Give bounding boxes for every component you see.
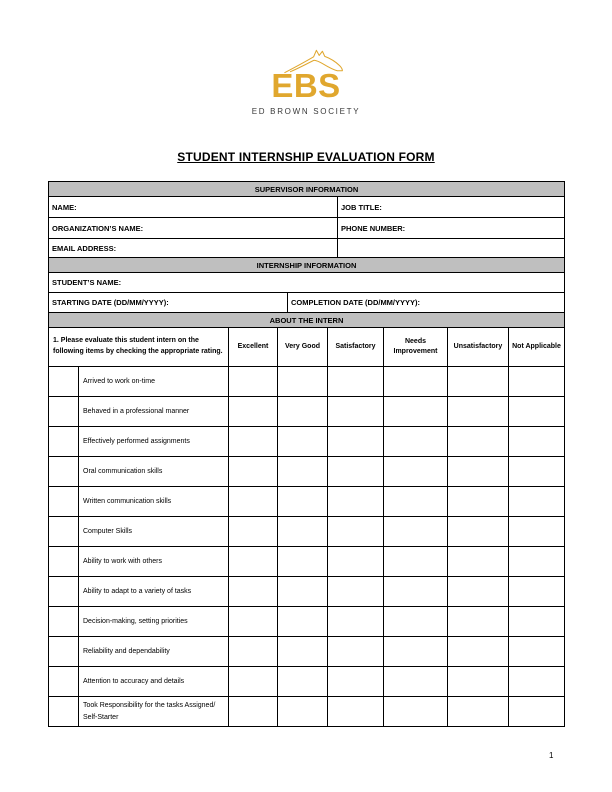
rating-cell[interactable] xyxy=(278,397,328,427)
rating-cell[interactable] xyxy=(229,667,278,697)
rating-cell[interactable] xyxy=(509,577,565,607)
job-title-field-cell[interactable]: JOB TITLE: xyxy=(338,197,565,218)
table-row xyxy=(49,273,565,293)
rating-cell[interactable] xyxy=(328,397,384,427)
table-row xyxy=(49,258,565,273)
rating-cell[interactable] xyxy=(448,697,509,727)
rating-cell[interactable] xyxy=(328,457,384,487)
item-index-cell xyxy=(49,487,79,517)
phone-field-cell[interactable]: PHONE NUMBER: xyxy=(338,218,565,239)
item-label-cell: Ability to adapt to a variety of tasks xyxy=(79,577,229,607)
table-row xyxy=(49,487,565,517)
rating-cell[interactable] xyxy=(328,667,384,697)
page-number: 1 xyxy=(549,751,554,760)
supervisor-info-table xyxy=(48,181,565,258)
item-index-cell xyxy=(49,637,79,667)
item-label-cell: Attention to accuracy and details xyxy=(79,667,229,697)
item-label-cell: Effectively performed assignments xyxy=(79,427,229,457)
evaluation-form xyxy=(48,181,564,727)
table-row xyxy=(49,313,565,328)
horse-icon xyxy=(284,48,346,74)
rating-cell[interactable] xyxy=(509,697,565,727)
rating-column-header-excellent: Excellent xyxy=(229,328,278,367)
rating-cell[interactable] xyxy=(448,667,509,697)
rating-cell[interactable] xyxy=(384,397,448,427)
rating-column-header-satisfactory: Satisfactory xyxy=(328,328,384,367)
rating-cell[interactable] xyxy=(328,367,384,397)
email-field-cell[interactable]: EMAIL ADDRESS: xyxy=(49,239,338,258)
item-label-cell: Behaved in a professional manner xyxy=(79,397,229,427)
rating-cell[interactable] xyxy=(384,517,448,547)
item-index-cell xyxy=(49,367,79,397)
rating-cell[interactable] xyxy=(328,427,384,457)
rating-cell[interactable] xyxy=(448,457,509,487)
item-label-cell: Ability to work with others xyxy=(79,547,229,577)
item-label-cell: Computer Skills xyxy=(79,517,229,547)
rating-cell[interactable] xyxy=(509,397,565,427)
rating-cell[interactable] xyxy=(509,607,565,637)
rating-cell[interactable] xyxy=(384,547,448,577)
item-index-cell xyxy=(49,577,79,607)
item-label-cell: Decision-making, setting priorities xyxy=(79,607,229,637)
rating-cell[interactable] xyxy=(448,577,509,607)
evaluation-question-cell: 1. Please evaluate this student intern on the following items by checking the appropriate rating. xyxy=(49,328,229,367)
rating-cell[interactable] xyxy=(278,577,328,607)
rating-cell[interactable] xyxy=(448,607,509,637)
rating-cell[interactable] xyxy=(278,457,328,487)
item-label-cell: Took Responsibility for the tasks Assigned/ Self-Starter xyxy=(79,697,229,727)
item-index-cell xyxy=(49,667,79,697)
rating-cell[interactable] xyxy=(448,367,509,397)
rating-cell[interactable] xyxy=(328,577,384,607)
table-row xyxy=(49,607,565,637)
supervisor-section-header: SUPERVISOR INFORMATION xyxy=(49,182,565,197)
rating-column-header-not-applicable: Not Applicable xyxy=(509,328,565,367)
rating-cell[interactable] xyxy=(509,427,565,457)
table-row xyxy=(49,427,565,457)
rating-cell[interactable] xyxy=(448,397,509,427)
internship-info-table xyxy=(48,257,565,313)
rating-cell[interactable] xyxy=(278,517,328,547)
rating-cell[interactable] xyxy=(448,547,509,577)
rating-cell[interactable] xyxy=(229,697,278,727)
item-index-cell xyxy=(49,427,79,457)
table-row xyxy=(49,637,565,667)
about-section-header: ABOUT THE INTERN xyxy=(49,313,565,328)
email-empty-cell[interactable] xyxy=(338,239,565,258)
rating-cell[interactable] xyxy=(278,547,328,577)
rating-cell[interactable] xyxy=(448,487,509,517)
rating-cell[interactable] xyxy=(328,547,384,577)
table-row xyxy=(49,197,565,218)
rating-cell[interactable] xyxy=(229,637,278,667)
rating-cell[interactable] xyxy=(509,457,565,487)
rating-cell[interactable] xyxy=(229,517,278,547)
rating-cell[interactable] xyxy=(384,607,448,637)
table-row xyxy=(49,667,565,697)
ebs-logo xyxy=(0,48,612,116)
item-label-cell: Reliability and dependability xyxy=(79,637,229,667)
table-row xyxy=(49,457,565,487)
table-row xyxy=(49,367,565,397)
item-index-cell xyxy=(49,607,79,637)
rating-cell[interactable] xyxy=(509,667,565,697)
rating-cell[interactable] xyxy=(384,637,448,667)
item-index-cell xyxy=(49,457,79,487)
table-row xyxy=(49,577,565,607)
rating-cell[interactable] xyxy=(509,487,565,517)
name-field-cell[interactable]: NAME: xyxy=(49,197,338,218)
rating-cell[interactable] xyxy=(229,547,278,577)
rating-cell[interactable] xyxy=(384,427,448,457)
item-label-cell: Oral communication skills xyxy=(79,457,229,487)
rating-header-row xyxy=(49,328,565,367)
rating-cell[interactable] xyxy=(384,667,448,697)
table-row xyxy=(49,517,565,547)
rating-cell[interactable] xyxy=(229,367,278,397)
rating-cell[interactable] xyxy=(448,637,509,667)
rating-cell[interactable] xyxy=(384,457,448,487)
rating-cell[interactable] xyxy=(229,427,278,457)
rating-cell[interactable] xyxy=(328,637,384,667)
rating-cell[interactable] xyxy=(229,397,278,427)
item-index-cell xyxy=(49,517,79,547)
rating-cell[interactable] xyxy=(328,487,384,517)
item-index-cell xyxy=(49,547,79,577)
item-label-cell: Written communication skills xyxy=(79,487,229,517)
rating-cell[interactable] xyxy=(448,427,509,457)
table-row xyxy=(49,397,565,427)
ebs-acronym: EBS xyxy=(271,67,341,104)
rating-table xyxy=(48,312,565,727)
rating-cell[interactable] xyxy=(229,487,278,517)
item-index-cell xyxy=(49,697,79,727)
rating-cell[interactable] xyxy=(328,517,384,547)
rating-cell[interactable] xyxy=(278,367,328,397)
rating-cell[interactable] xyxy=(509,637,565,667)
rating-cell[interactable] xyxy=(278,637,328,667)
starting-date-field-cell[interactable]: STARTING DATE (DD/MM/YYYY): xyxy=(49,293,288,313)
rating-cell[interactable] xyxy=(384,697,448,727)
completion-date-field-cell[interactable]: COMPLETION DATE (DD/MM/YYYY): xyxy=(288,293,565,313)
table-row xyxy=(49,239,565,258)
rating-cell[interactable] xyxy=(448,517,509,547)
rating-cell[interactable] xyxy=(229,457,278,487)
table-row xyxy=(49,547,565,577)
organization-field-cell[interactable]: ORGANIZATION’S NAME: xyxy=(49,218,338,239)
rating-cell[interactable] xyxy=(384,367,448,397)
student-name-field-cell[interactable]: STUDENT’S NAME: xyxy=(49,273,565,293)
rating-cell[interactable] xyxy=(278,487,328,517)
rating-column-header-very-good: Very Good xyxy=(278,328,328,367)
rating-column-header-unsatisfactory: Unsatisfactory xyxy=(448,328,509,367)
rating-cell[interactable] xyxy=(278,697,328,727)
rating-cell[interactable] xyxy=(229,577,278,607)
internship-section-header: INTERNSHIP INFORMATION xyxy=(49,258,565,273)
page-title: STUDENT INTERNSHIP EVALUATION FORM xyxy=(177,150,435,164)
rating-cell[interactable] xyxy=(509,367,565,397)
item-label-cell: Arrived to work on-time xyxy=(79,367,229,397)
table-row xyxy=(49,182,565,197)
rating-cell[interactable] xyxy=(278,607,328,637)
rating-cell[interactable] xyxy=(509,547,565,577)
rating-cell[interactable] xyxy=(229,607,278,637)
rating-cell[interactable] xyxy=(328,607,384,637)
item-index-cell xyxy=(49,397,79,427)
rating-cell[interactable] xyxy=(278,427,328,457)
rating-cell[interactable] xyxy=(384,487,448,517)
org-name: ED BROWN SOCIETY xyxy=(251,107,361,116)
table-row xyxy=(49,218,565,239)
rating-cell[interactable] xyxy=(278,667,328,697)
rating-cell[interactable] xyxy=(384,577,448,607)
rating-cell[interactable] xyxy=(509,517,565,547)
table-row xyxy=(49,293,565,313)
rating-column-header-needs-improvement: Needs Improvement xyxy=(384,328,448,367)
rating-cell[interactable] xyxy=(328,697,384,727)
table-row xyxy=(49,697,565,727)
